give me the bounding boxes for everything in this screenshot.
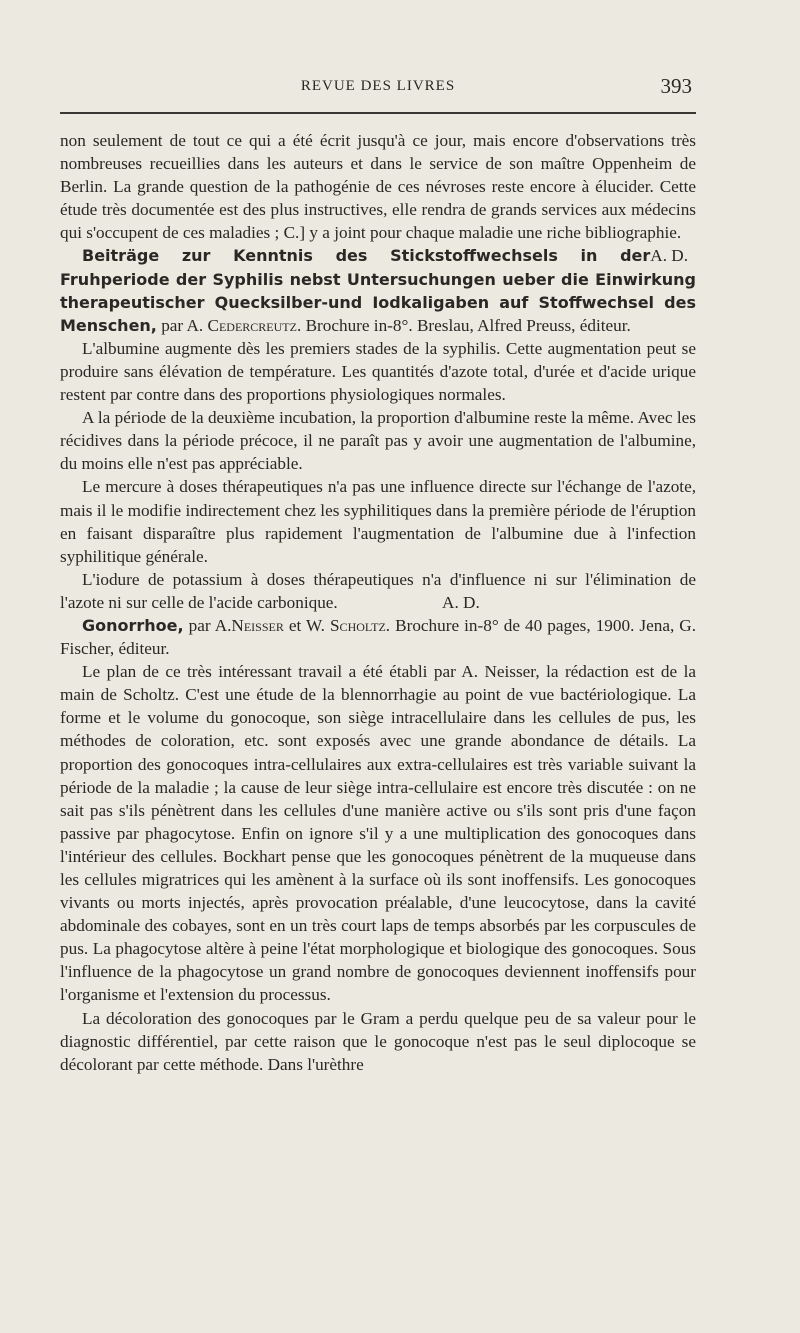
signature: A. D. [442,592,480,612]
review-paragraph-text: L'iodure de potassium à doses thérapeutiques n'a d'influence ni sur l'élimination de l'azote ni sur celle de l'acide carbonique. [60,569,696,612]
review-paragraph: L'albumine augmente dès les premiers stades de la syphilis. Cette augmentation peut se produire sans élévation de température. Les quantités d'azote total, d'urée et d'acide urique restent par contre dans des proportions physiologiques normales. [60,338,696,405]
publication-info: Brochure in-8°. Breslau, Alfred Preuss, éditeur. [305,315,631,335]
page-header [60,74,696,104]
page-number: 393 [660,74,692,98]
article-continuation-text: non seulement de tout ce qui a été écrit jusqu'à ce jour, mais encore d'observations très nombreuses recueillies dans les auteurs et dans le service de son maître Oppenheim de Berlin. La grande question de la pathogénie de ces névroses reste encore à élucider. Cette étude très documentée est des plus instructives, elle rendra de grands services aux médecins qui s'occupent de ces maladies ; C.] y a joint pour chaque maladie une riche bibliographie. [60,131,696,243]
publication-info: Brochure in-8° de 40 pages, 1900. Jena, G. Fischer, éditeur. [60,615,696,659]
author-name: Cedercreutz. [207,315,302,335]
review-paragraph: Le mercure à doses thérapeutiques n'a pas une influence directe sur l'échange de l'azote, mais il le modifie indirectement chez les syphilitiques dans la première période de l'éruption en faisant disparaître plus rapidement l'augmentation de l'albumine due à l'infection syphilitique générale. [60,477,696,566]
review-paragraph: La décoloration des gonocoques par le Gram a perdu quelque peu de sa valeur pour le diagnostic différentiel, par cette raison que le gonocoque n'est pas le seul diplocoque se décolorant par cette méthode. Dans l'urèthre [60,1008,696,1074]
author-prefix: par A. [161,315,204,335]
review-heading [60,244,696,336]
authors-joiner: et W. [288,615,325,635]
author-name: Neisser [231,615,284,635]
running-title: REVUE DES LIVRES [300,78,456,94]
author-name: Scholtz. [330,615,391,635]
review-paragraph [60,568,696,614]
authors-prefix: par A. [188,615,232,635]
body-text [60,129,696,1076]
article-continuation [60,129,696,266]
review-paragraph: A la période de la deuxième incubation, la proportion d'albumine reste la même. Avec les récidives dans la période précoce, il ne paraît pas y avoir une augmentation de l'albumine, du moins elle n'est pas appréciable. [60,408,696,474]
signature: A. D. [650,246,688,266]
review-paragraph: Le plan de ce très intéressant travail a été établi par A. Neisser, la rédaction est de la main de Scholtz. C'est une étude de la blennorrhagie au point de vue bactériologique. La forme et le volume du gonocoque, son siège intracellulaire dans les cellules de pus, les méthodes de coloration, etc. sont exposés avec une grande abondance de détails. La proportion des gonocoques intra-cellulaires aux extra-cellulaires est très variable suivant la période de la maladie ; la cause de leur siège intra-cellulaire est encore très discutée : on ne sait pas s'ils pénètrent dans les cellules d'une manière active ou s'ils sont pris d'une façon passive par phagocytose. Enfin on ignore s'il y a une multiplication des gonocoques dans l'intérieur des cellules. Bockhart pense que les gonocoques pénètrent de la muqueuse dans les cellules migratrices qui les amènent à la surface où ils sont inoffensifs. Les gonocoques vivants ou morts injectés, après provocation préalable, d'une leucocytose, dans la cavité abdominale des cobayes, sont en un très court laps de temps absorbés par les corpuscules de pus. La phagocytose altère à peine l'état morphologique et biologique des gonocoques. Sous l'influence de la phagocytose un grand nombre de gonocoques deviennent inoffensifs pour l'organisme et l'extension du processus. [60,662,696,1005]
review-title: Gonorrhoe, [82,615,184,635]
review-title: Beiträge zur Kenntnis des Stickstoffwechsels in der Fruhperiode der Syphilis nebst Untersuchungen ueber die Einwirkung therapeutischer Quecksilber-und Iodkaligaben auf Stoffwechsel des Menschen, [60,246,696,335]
review-heading [60,614,696,660]
header-rule [60,112,696,114]
